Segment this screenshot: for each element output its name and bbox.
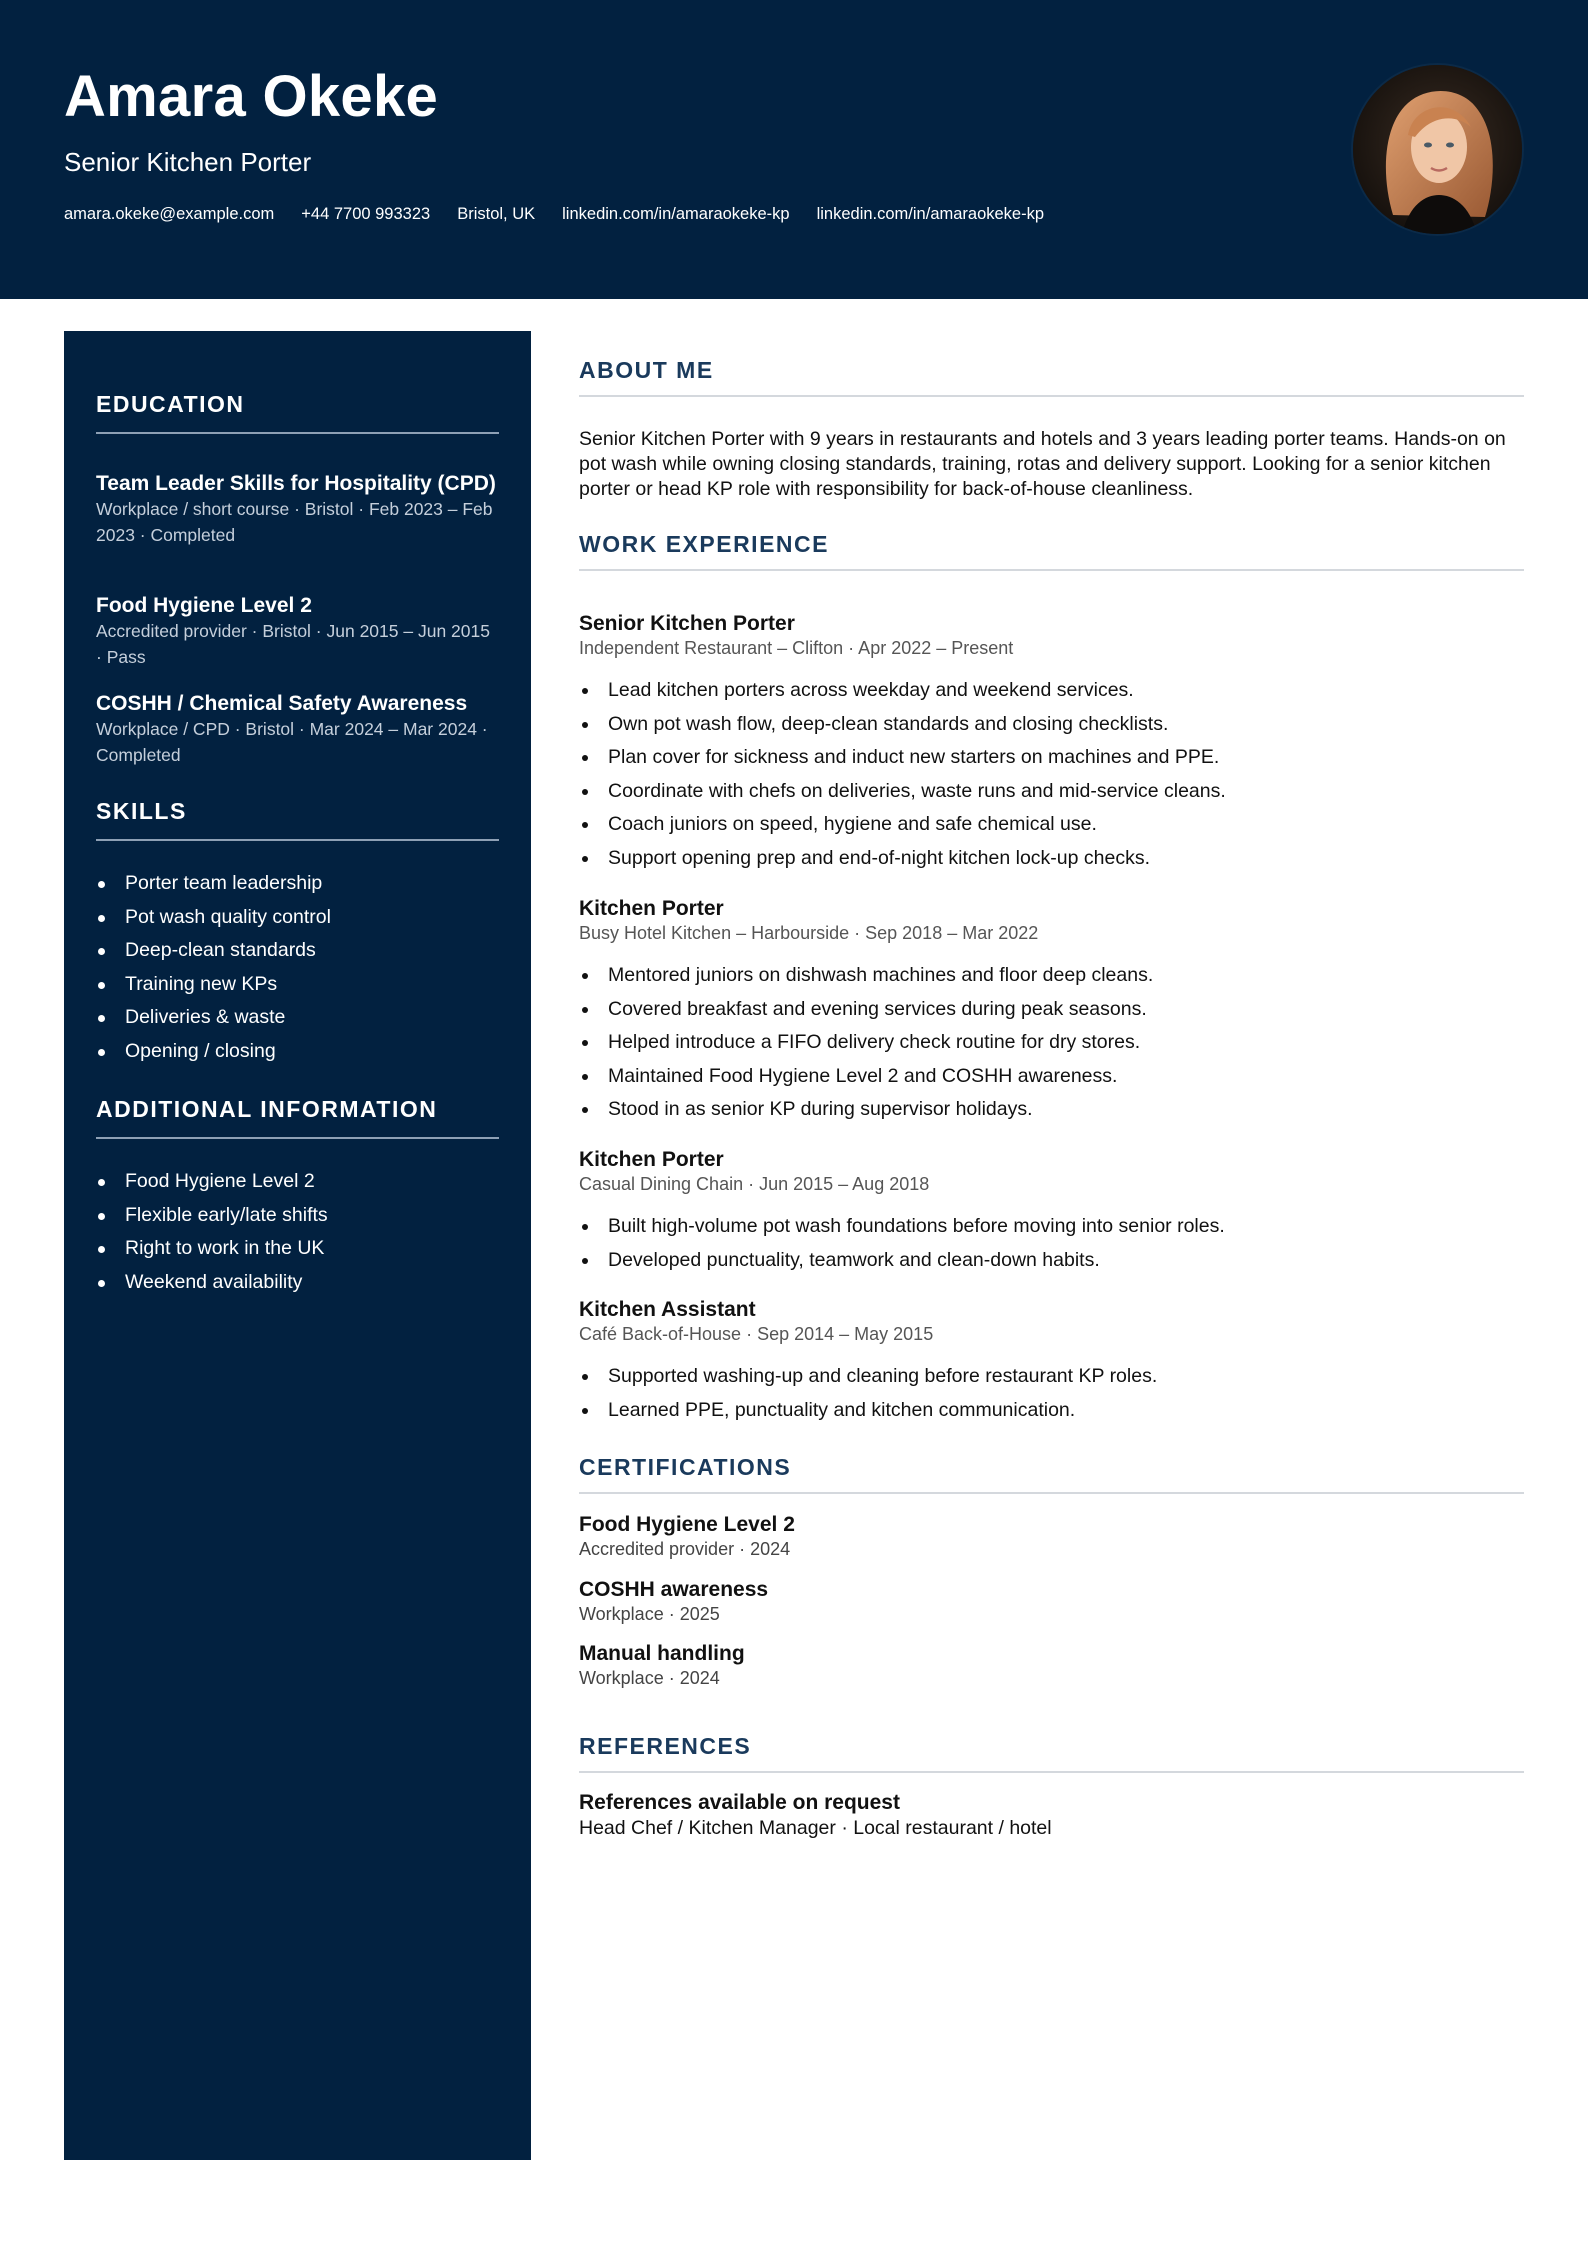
additional-item: Right to work in the UK [96, 1232, 499, 1266]
certifications-heading: CERTIFICATIONS [579, 1454, 792, 1480]
about-heading: ABOUT ME [579, 357, 714, 383]
education-item [64, 594, 531, 670]
job-title: Kitchen Porter [579, 1148, 724, 1171]
certification-item [579, 1642, 1524, 1690]
additional-list [64, 1165, 531, 1299]
education-section [64, 390, 531, 434]
certifications-section [579, 1453, 1524, 1494]
contact-phone[interactable]: +44 7700 993323 [301, 205, 431, 223]
education-meta: Accredited provider · Bristol · Jun 2015 – Jun 2015 · Pass [96, 621, 490, 667]
additional-item: Flexible early/late shifts [96, 1199, 499, 1233]
job-bullets [579, 959, 1524, 1127]
references-subtitle: Head Chef / Kitchen Manager · Local restaurant / hotel [579, 1817, 1052, 1839]
certification-title: Food Hygiene Level 2 [579, 1513, 795, 1536]
education-item [64, 472, 531, 548]
certification-item [579, 1513, 1524, 1561]
education-meta: Workplace / CPD · Bristol · Mar 2024 – Mar 2024 · Completed [96, 719, 488, 765]
job-title: Kitchen Porter [579, 897, 724, 920]
job-bullet: Coach juniors on speed, hygiene and safe chemical use. [579, 808, 1524, 842]
skills-list [64, 867, 531, 1069]
job-meta: Independent Restaurant – Clifton · Apr 2022 – Present [579, 638, 1014, 658]
additional-section [64, 1095, 531, 1139]
job-meta: Casual Dining Chain · Jun 2015 – Aug 2018 [579, 1174, 930, 1194]
contact-location: Bristol, UK [457, 205, 536, 223]
section-divider [579, 1771, 1524, 1773]
certification-meta: Workplace · 2025 [579, 1604, 720, 1624]
job-bullet: Maintained Food Hygiene Level 2 and COSHH awareness. [579, 1060, 1524, 1094]
skill-item: Opening / closing [96, 1035, 499, 1069]
job-bullets [579, 1210, 1524, 1277]
job-bullets [579, 1360, 1524, 1427]
job-bullet: Lead kitchen porters across weekday and weekend services. [579, 674, 1524, 708]
job-entry [579, 897, 1524, 1127]
certification-title: COSHH awareness [579, 1578, 769, 1601]
section-divider [579, 395, 1524, 397]
candidate-role: Senior Kitchen Porter [64, 147, 312, 177]
sidebar [64, 331, 531, 2160]
about-text: Senior Kitchen Porter with 9 years in restaurants and hotels and 3 years leading porter teams. Hands-on on pot wash while owning closing standards, training, rotas and delivery support. Looking for a senior kitchen porter or head KP role with responsibility for back-of-house cleanliness. [579, 428, 1506, 500]
section-divider [579, 1492, 1524, 1494]
skill-item: Porter team leadership [96, 867, 499, 901]
job-entry [579, 612, 1524, 876]
job-entry [579, 1148, 1524, 1277]
header-banner [0, 0, 1588, 299]
job-bullet: Covered breakfast and evening services during peak seasons. [579, 993, 1524, 1027]
education-item [64, 692, 531, 768]
references-title: References available on request [579, 1791, 900, 1814]
certification-meta: Accredited provider · 2024 [579, 1539, 791, 1559]
education-title: COSHH / Chemical Safety Awareness [96, 692, 468, 715]
skills-section [64, 797, 531, 841]
additional-item: Food Hygiene Level 2 [96, 1165, 499, 1199]
certification-item [579, 1578, 1524, 1626]
job-bullet: Learned PPE, punctuality and kitchen communication. [579, 1394, 1524, 1428]
skill-item: Deliveries & waste [96, 1001, 499, 1035]
section-divider [96, 432, 499, 434]
skill-item: Training new KPs [96, 968, 499, 1002]
job-bullet: Support opening prep and end-of-night kitchen lock-up checks. [579, 842, 1524, 876]
job-bullet: Built high-volume pot wash foundations before moving into senior roles. [579, 1210, 1524, 1244]
job-bullet: Coordinate with chefs on deliveries, waste runs and mid-service cleans. [579, 775, 1524, 809]
certification-title: Manual handling [579, 1642, 745, 1665]
skill-item: Pot wash quality control [96, 901, 499, 935]
job-entry [579, 1298, 1524, 1427]
job-bullet: Stood in as senior KP during supervisor holidays. [579, 1093, 1524, 1127]
job-bullet: Mentored juniors on dishwash machines and floor deep cleans. [579, 959, 1524, 993]
additional-heading: ADDITIONAL INFORMATION [96, 1096, 438, 1122]
job-bullet: Supported washing-up and cleaning before restaurant KP roles. [579, 1360, 1524, 1394]
job-meta: Busy Hotel Kitchen – Harbourside · Sep 2018 – Mar 2022 [579, 923, 1039, 943]
about-section [579, 356, 1524, 397]
skills-heading: SKILLS [96, 798, 187, 824]
job-title: Kitchen Assistant [579, 1298, 756, 1321]
section-divider [579, 569, 1524, 571]
experience-section [579, 530, 1524, 571]
contact-linkedin[interactable]: linkedin.com/in/amaraokeke-kp [562, 205, 790, 223]
contact-linkedin-2[interactable]: linkedin.com/in/amaraokeke-kp [816, 205, 1045, 223]
job-bullet: Own pot wash flow, deep-clean standards and closing checklists. [579, 708, 1524, 742]
job-bullet: Plan cover for sickness and induct new starters on machines and PPE. [579, 741, 1524, 775]
references-heading: REFERENCES [579, 1733, 752, 1759]
job-meta: Café Back-of-House · Sep 2014 – May 2015 [579, 1324, 934, 1344]
skill-item: Deep-clean standards [96, 934, 499, 968]
education-meta: Workplace / short course · Bristol · Feb 2023 – Feb 2023 · Completed [96, 499, 493, 545]
job-bullet: Helped introduce a FIFO delivery check routine for dry stores. [579, 1026, 1524, 1060]
additional-item: Weekend availability [96, 1266, 499, 1300]
job-bullets [579, 674, 1524, 876]
section-divider [96, 839, 499, 841]
education-title: Food Hygiene Level 2 [96, 594, 312, 617]
certification-meta: Workplace · 2024 [579, 1668, 720, 1688]
job-title: Senior Kitchen Porter [579, 612, 795, 635]
references-item [579, 1791, 1524, 1841]
job-bullet: Developed punctuality, teamwork and clean-down habits. [579, 1244, 1524, 1278]
contact-bar [64, 203, 1044, 225]
experience-heading: WORK EXPERIENCE [579, 531, 829, 557]
avatar [1351, 63, 1524, 236]
section-divider [96, 1137, 499, 1139]
contact-email[interactable]: amara.okeke@example.com [64, 205, 275, 223]
candidate-name: Amara Okeke [64, 64, 439, 129]
references-section [579, 1732, 1524, 1773]
education-heading: EDUCATION [96, 391, 245, 417]
education-title: Team Leader Skills for Hospitality (CPD) [96, 472, 496, 495]
